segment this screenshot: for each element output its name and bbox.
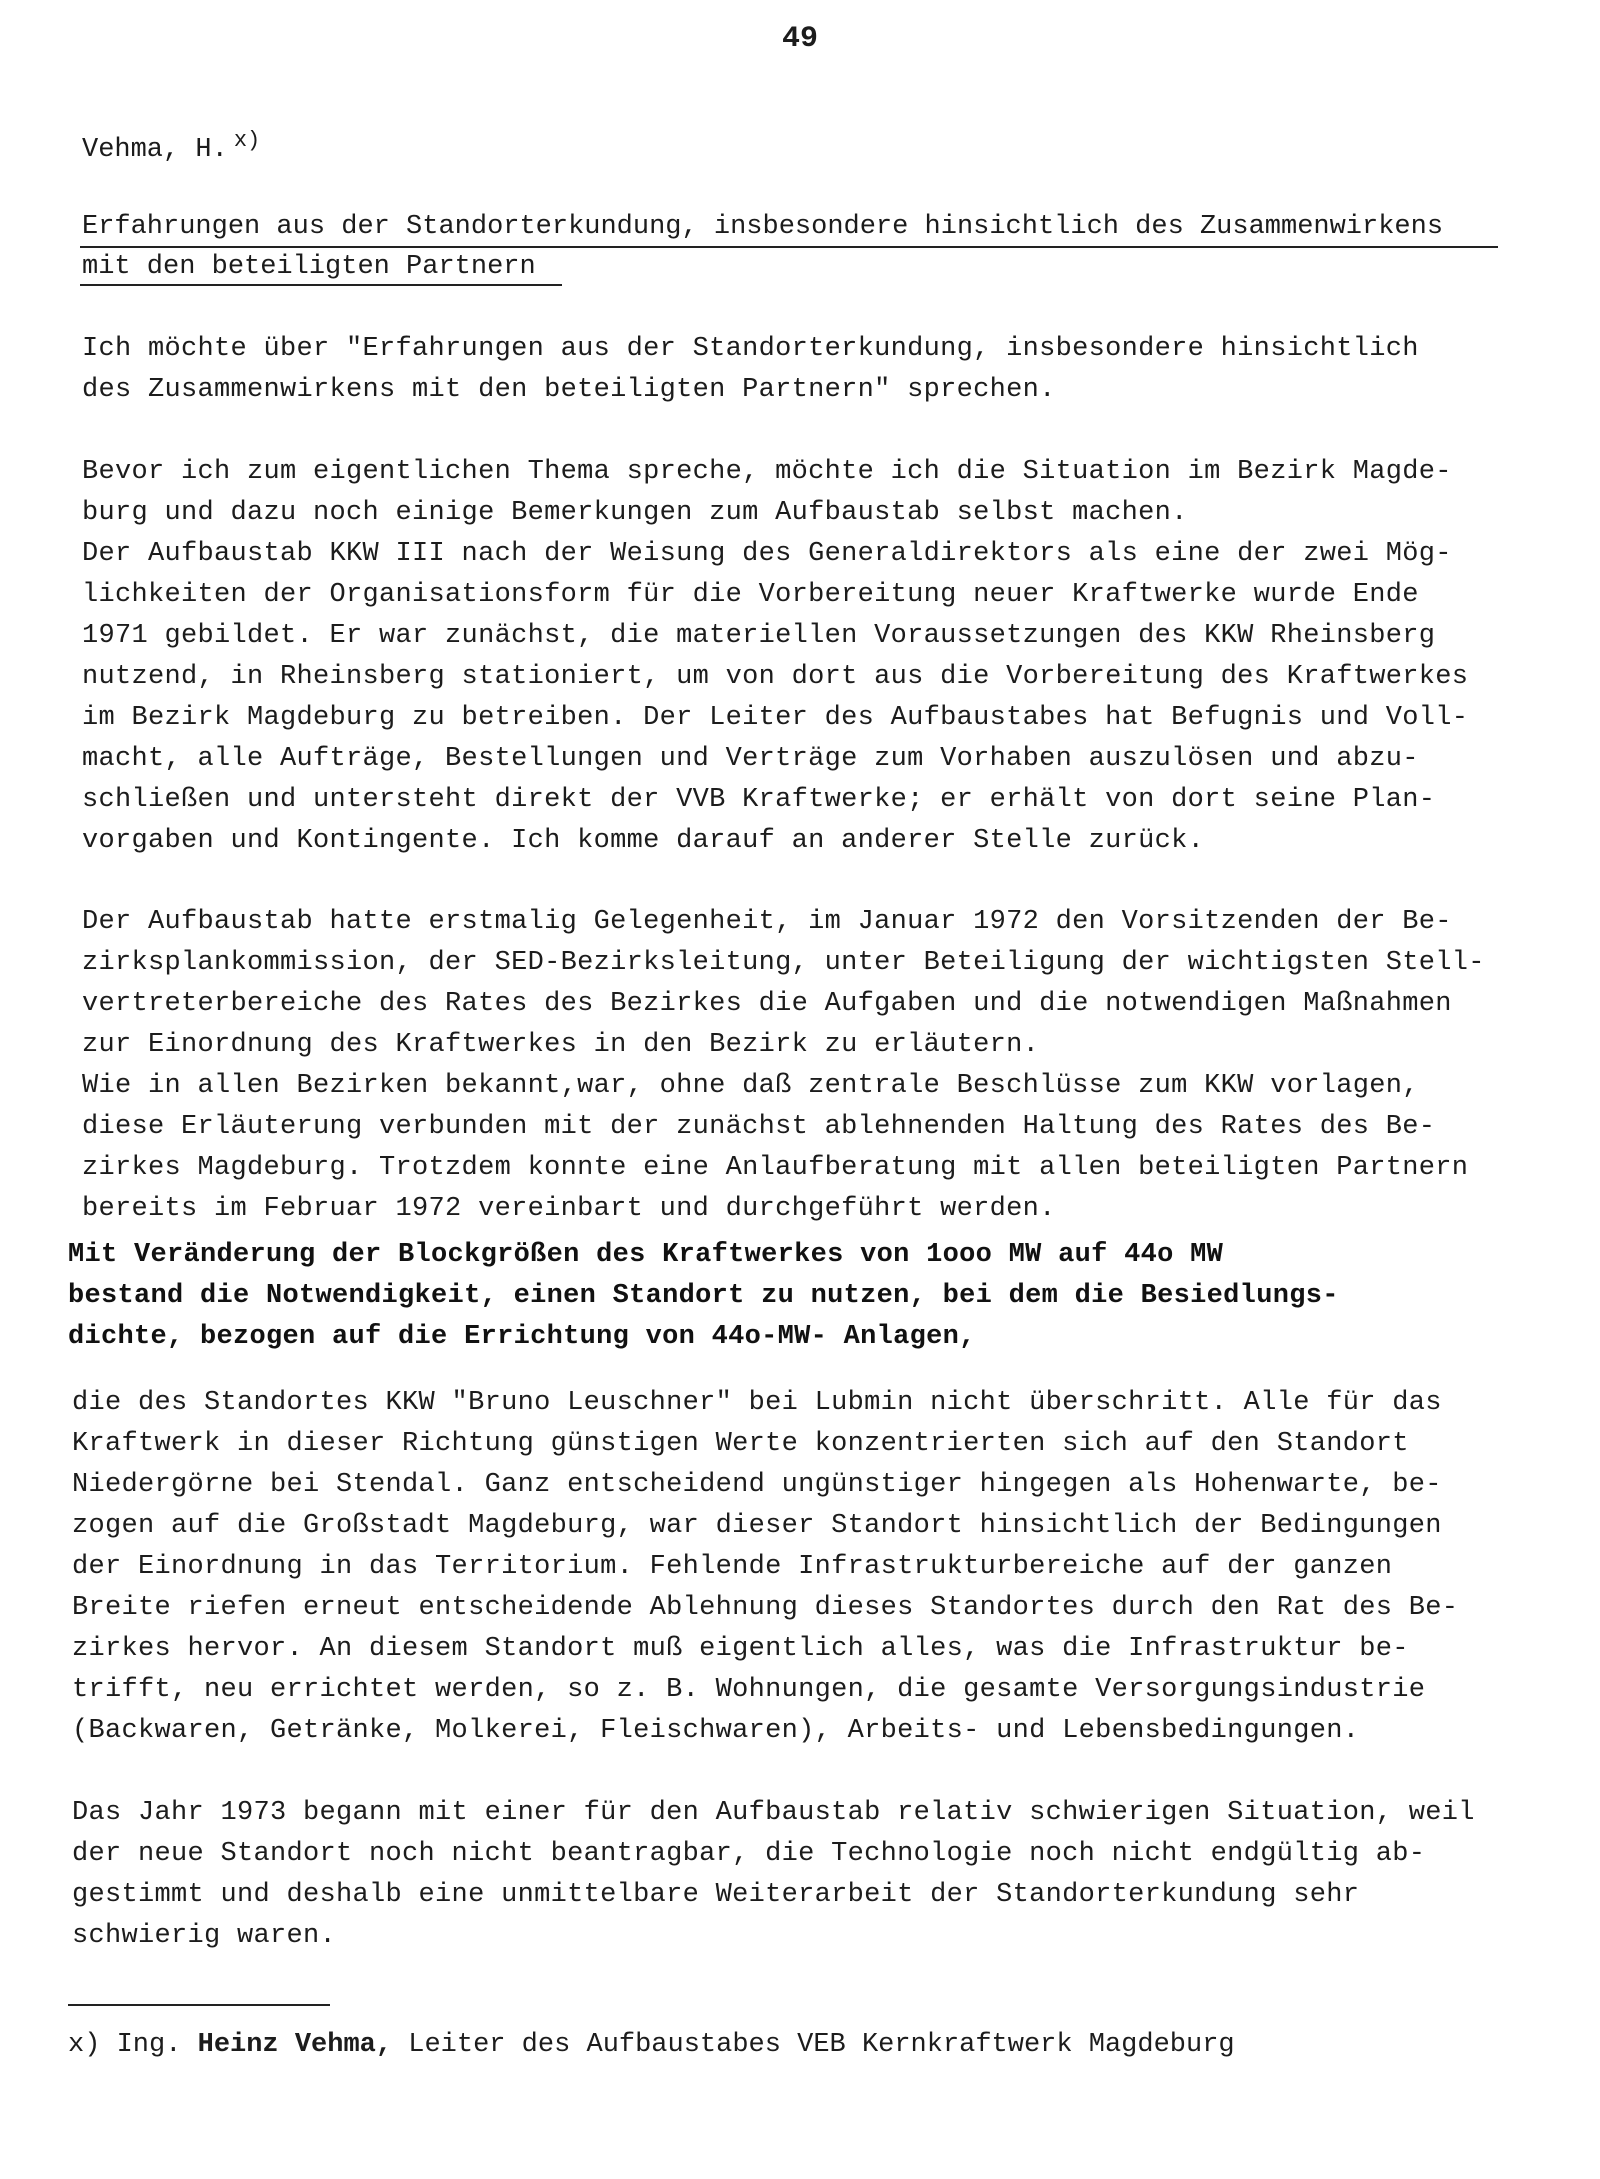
title-line-1: Erfahrungen aus der Standorterkundung, insbesondere hinsichtlich des Zusammenwirkens — [82, 212, 1444, 242]
paragraph-6-line-1: Das Jahr 1973 begann mit einer für den Aufbaustab relativ schwierigen Situation, weil — [72, 1798, 1475, 1828]
paragraph-5-line-1: die des Standortes KKW "Bruno Leuschner" bei Lubmin nicht überschritt. Alle für das — [72, 1388, 1442, 1418]
paragraph-3-line-7: zirkes Magdeburg. Trotzdem konnte eine Anlaufberatung mit allen beteiligten Partnern — [82, 1153, 1469, 1183]
paragraph-4-line-3: dichte, bezogen auf die Errichtung von 44o-MW- Anlagen, — [68, 1322, 976, 1352]
paragraph-1-line-1: Ich möchte über "Erfahrungen aus der Standorterkundung, insbesondere hinsichtlich — [82, 334, 1419, 364]
paragraph-1-line-2: des Zusammenwirkens mit den beteiligten Partnern" sprechen. — [82, 375, 1056, 405]
paragraph-3-line-4: zur Einordnung des Kraftwerkes in den Bezirk zu erläutern. — [82, 1030, 1040, 1060]
paragraph-4-line-1: Mit Veränderung der Blockgrößen des Kraftwerkes von 1ooo MW auf 44o MW — [68, 1240, 1224, 1270]
paragraph-3-line-8: bereits im Februar 1972 vereinbart und durchgeführt werden. — [82, 1194, 1056, 1224]
paragraph-5-line-2: Kraftwerk in dieser Richtung günstigen Werte konzentrierten sich auf den Standort — [72, 1429, 1409, 1459]
paragraph-2-line-2: burg und dazu noch einige Bemerkungen zum Aufbaustab selbst machen. — [82, 498, 1188, 528]
title-line-2: mit den beteiligten Partnern — [82, 252, 536, 282]
paragraph-2-line-9: schließen und untersteht direkt der VVB Kraftwerke; er erhält von dort seine Plan- — [82, 785, 1436, 815]
paragraph-5-line-6: Breite riefen erneut entscheidende Ablehnung dieses Standortes durch den Rat des Be- — [72, 1593, 1459, 1623]
paragraph-3-line-6: diese Erläuterung verbunden mit der zunächst ablehnenden Haltung des Rates des Be- — [82, 1112, 1436, 1142]
author-line — [82, 128, 260, 165]
paragraph-5-line-7: zirkes hervor. An diesem Standort muß eigentlich alles, was die Infrastruktur be- — [72, 1634, 1409, 1664]
paragraph-3-line-5: Wie in allen Bezirken bekannt,war, ohne daß zentrale Beschlüsse zum KKW vorlagen, — [82, 1071, 1419, 1101]
paragraph-6-line-4: schwierig waren. — [72, 1921, 337, 1951]
footnote — [68, 2030, 1235, 2060]
paragraph-5-line-4: zogen auf die Großstadt Magdeburg, war dieser Standort hinsichtlich der Bedingungen — [72, 1511, 1442, 1541]
paragraph-2-line-1: Bevor ich zum eigentlichen Thema spreche, möchte ich die Situation im Bezirk Magde- — [82, 457, 1452, 487]
author-footnote-mark: x) — [233, 128, 261, 153]
paragraph-5-line-9: (Backwaren, Getränke, Molkerei, Fleischwaren), Arbeits- und Lebensbedingungen. — [72, 1716, 1360, 1746]
paragraph-6-line-3: gestimmt und deshalb eine unmittelbare Weiterarbeit der Standorterkundung sehr — [72, 1880, 1360, 1910]
footnote-text: Leiter des Aufbaustabes VEB Kernkraftwerk Magdeburg — [408, 2030, 1235, 2060]
paragraph-2-line-10: vorgaben und Kontingente. Ich komme darauf an anderer Stelle zurück. — [82, 826, 1205, 856]
author-name: Vehma, H. — [82, 135, 228, 165]
page-number: 49 — [781, 22, 818, 56]
paragraph-2-line-8: macht, alle Aufträge, Bestellungen und Verträge zum Vorhaben auszulösen und abzu- — [82, 744, 1419, 774]
paragraph-3-line-1: Der Aufbaustab hatte erstmalig Gelegenheit, im Januar 1972 den Vorsitzenden der Be- — [82, 907, 1452, 937]
paragraph-3-line-2: zirksplankommission, der SED-Bezirksleitung, unter Beteiligung der wichtigsten Stell- — [82, 948, 1485, 978]
footnote-prefix: Ing. — [116, 2030, 182, 2060]
paragraph-5-line-8: trifft, neu errichtet werden, so z. B. Wohnungen, die gesamte Versorgungsindustrie — [72, 1675, 1426, 1705]
footnote-author-name: Heinz Vehma, — [197, 2030, 393, 2060]
footnote-separator — [68, 2004, 330, 2006]
title-underline-1 — [80, 246, 1498, 248]
paragraph-2-line-4: lichkeiten der Organisationsform für die Vorbereitung neuer Kraftwerke wurde Ende — [82, 580, 1419, 610]
paragraph-5-line-3: Niedergörne bei Stendal. Ganz entscheidend ungünstiger hingegen als Hohenwarte, be- — [72, 1470, 1442, 1500]
paragraph-2-line-5: 1971 gebildet. Er war zunächst, die materiellen Voraussetzungen des KKW Rheinsberg — [82, 621, 1436, 651]
paragraph-2-line-3: Der Aufbaustab KKW III nach der Weisung des Generaldirektors als eine der zwei Mög- — [82, 539, 1452, 569]
paragraph-6-line-2: der neue Standort noch nicht beantragbar, die Technologie noch nicht endgültig ab- — [72, 1839, 1426, 1869]
footnote-mark: x) — [68, 2030, 101, 2060]
paragraph-5-line-5: der Einordnung in das Territorium. Fehlende Infrastrukturbereiche auf der ganzen — [72, 1552, 1393, 1582]
paragraph-3-line-3: vertreterbereiche des Rates des Bezirkes die Aufgaben und die notwendigen Maßnahmen — [82, 989, 1452, 1019]
paragraph-2-line-7: im Bezirk Magdeburg zu betreiben. Der Leiter des Aufbaustabes hat Befugnis und Voll- — [82, 703, 1469, 733]
paragraph-4-line-2: bestand die Notwendigkeit, einen Standort zu nutzen, bei dem die Besiedlungs- — [68, 1281, 1339, 1311]
title-underline-2 — [80, 284, 562, 286]
paragraph-2-line-6: nutzend, in Rheinsberg stationiert, um von dort aus die Vorbereitung des Kraftwerkes — [82, 662, 1469, 692]
